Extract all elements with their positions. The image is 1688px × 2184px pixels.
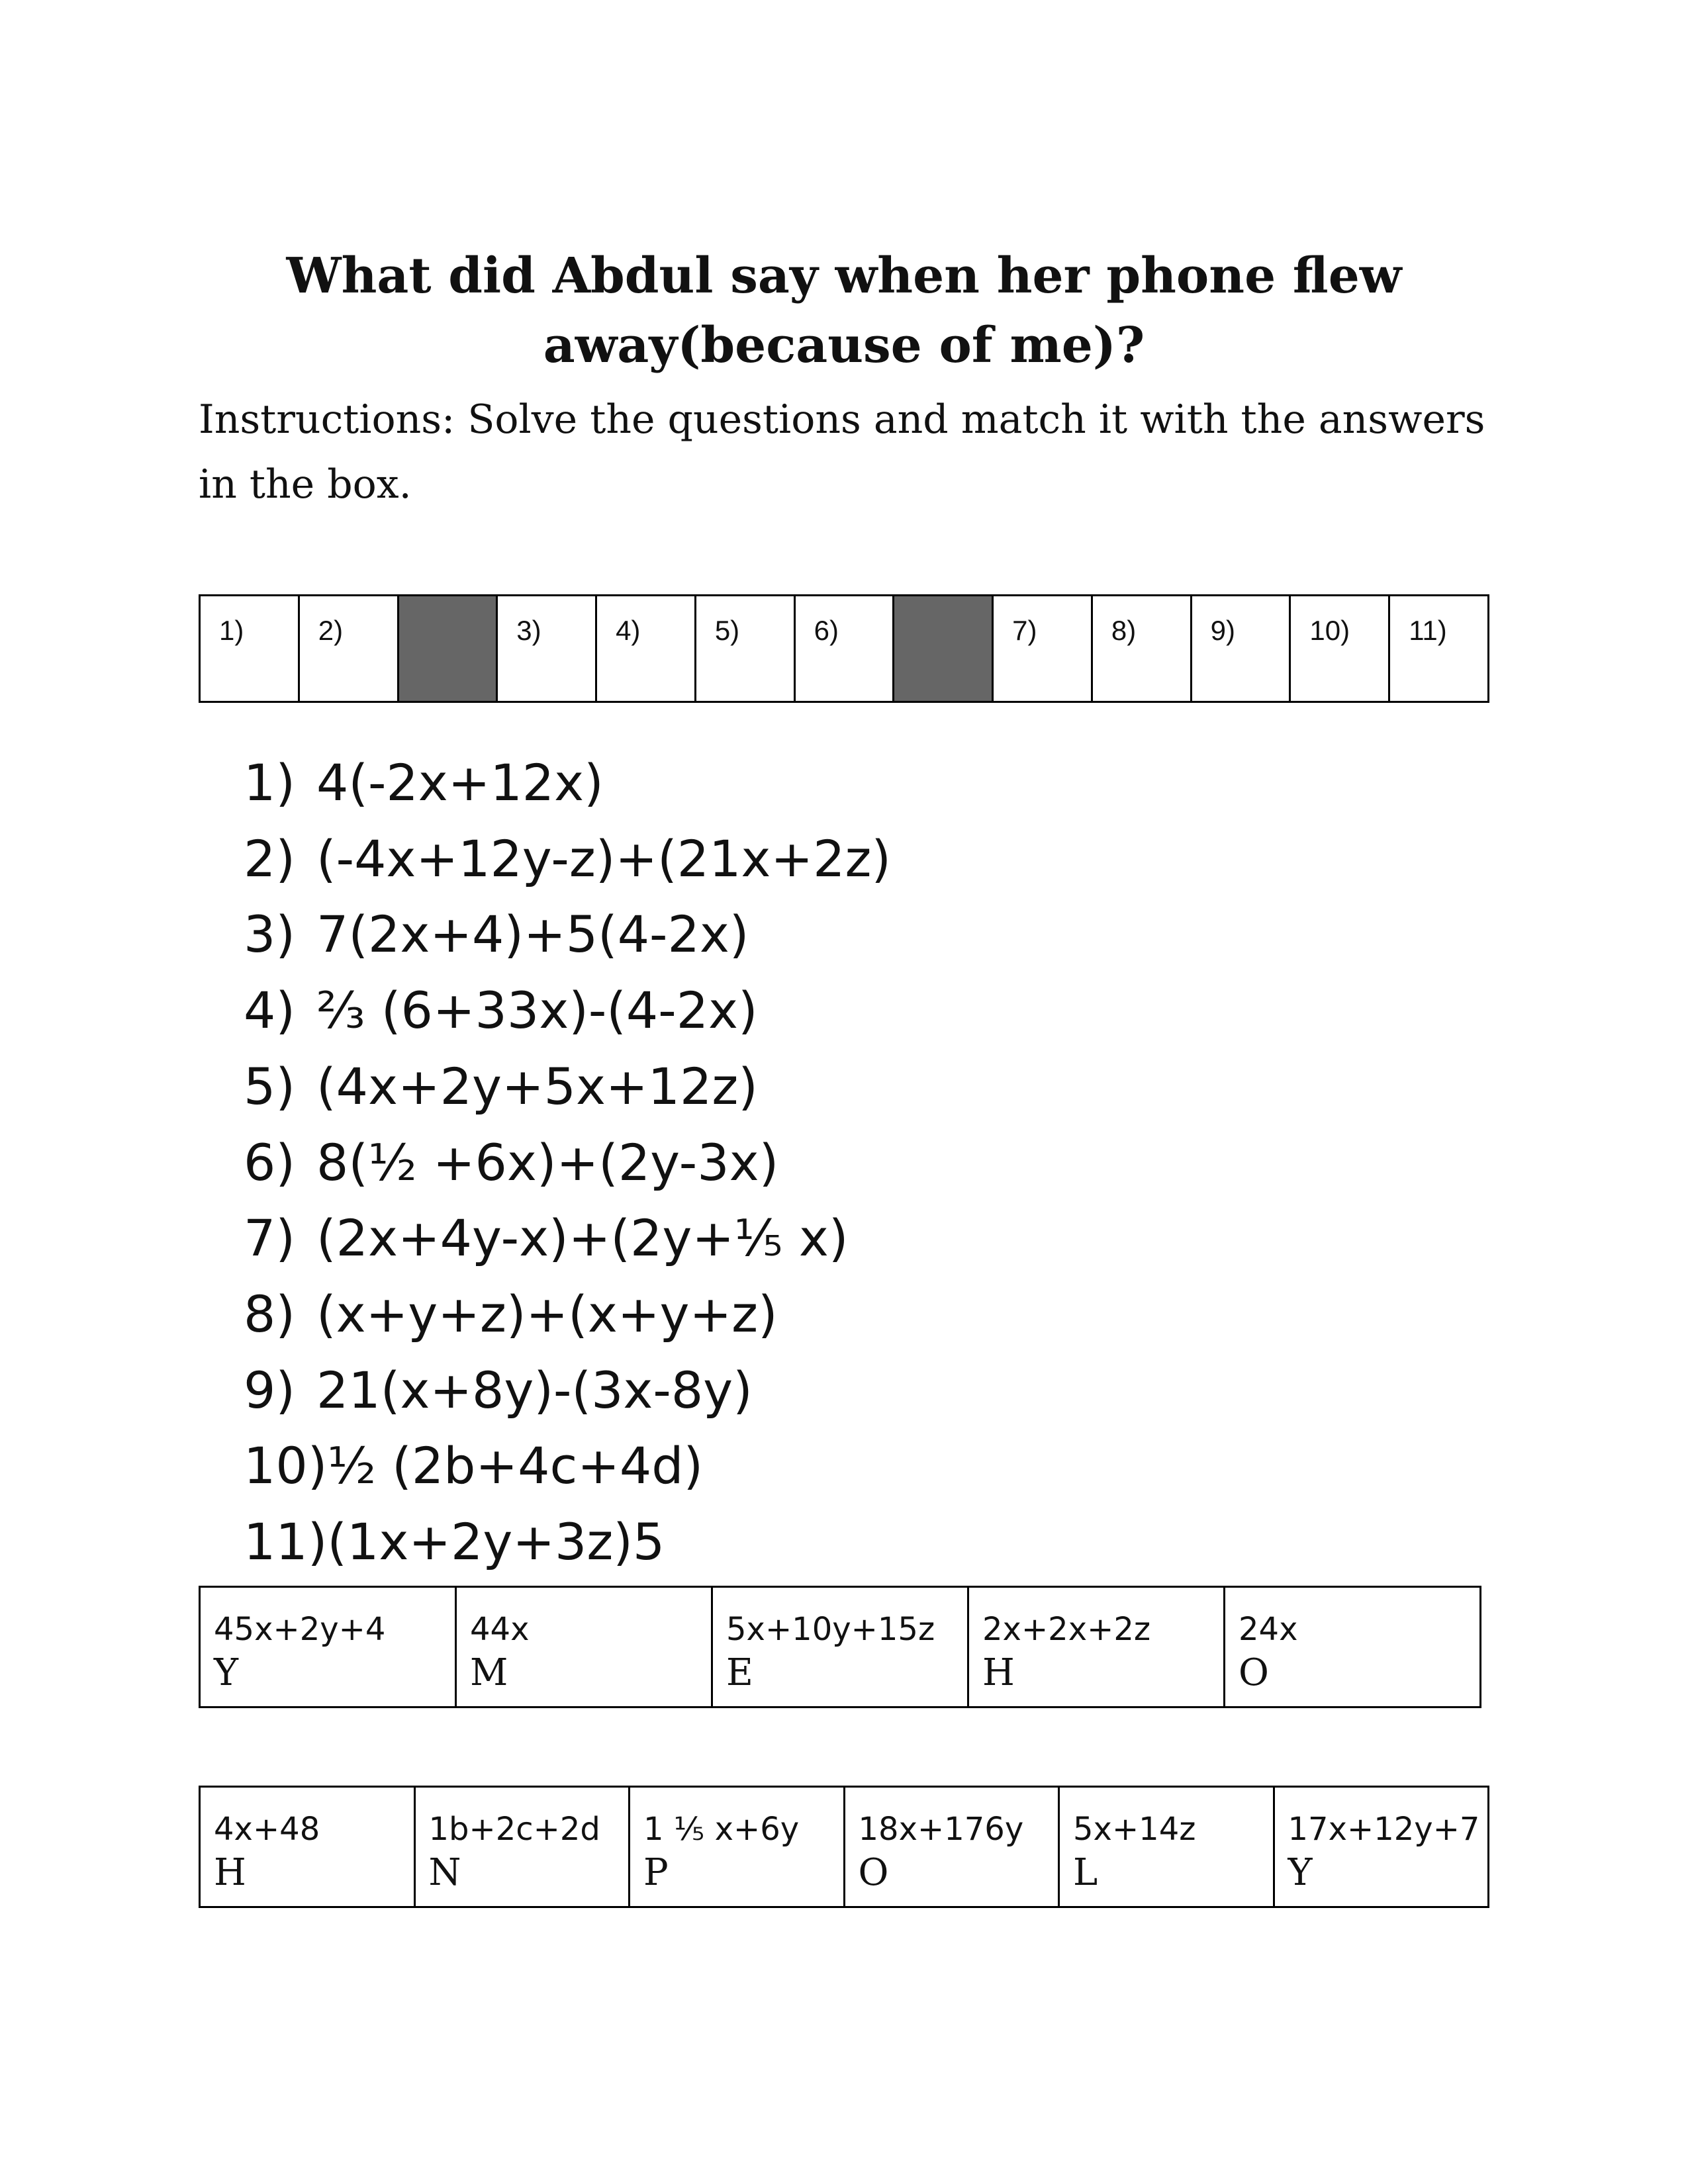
answer-cell-6[interactable]: 6) [794, 596, 894, 702]
key-letter: Y [1288, 1851, 1313, 1894]
question-item [244, 1277, 891, 1353]
page-title: What did Abdul say when her phone flew away(because of me)? [286, 248, 1402, 374]
question-number: 8) [244, 1284, 296, 1343]
key-letter: N [428, 1851, 461, 1894]
key-cell [200, 1787, 415, 1907]
instructions: Instructions: Solve the questions and match it with the answers in the box. [199, 396, 1485, 508]
key-value: 4x+48 [214, 1811, 320, 1848]
key-value: 5x+10y+15z [726, 1611, 935, 1648]
answer-grid [199, 594, 1489, 703]
key-cell [1274, 1787, 1489, 1907]
question-number: 1) [244, 753, 296, 812]
key-cell [968, 1587, 1225, 1707]
key-letter: Y [214, 1651, 238, 1694]
question-expression: (-4x+12y-z)+(21x+2z) [316, 829, 891, 888]
question-item [244, 821, 891, 897]
question-expression: ½ (2b+4c+4d) [327, 1436, 704, 1496]
key-value: 1 ⅕ x+6y [643, 1811, 800, 1848]
question-expression: (1x+2y+3z)5 [327, 1512, 665, 1572]
question-expression: (x+y+z)+(x+y+z) [316, 1284, 778, 1343]
key-letter: H [982, 1651, 1015, 1694]
key-value: 45x+2y+4 [214, 1611, 386, 1648]
word-gap-cell [894, 596, 993, 702]
answer-cell-7[interactable]: 7) [993, 596, 1092, 702]
key-letter: O [1239, 1651, 1269, 1694]
answer-cell-8[interactable]: 8) [1092, 596, 1191, 702]
question-item [244, 897, 891, 973]
question-number: 11) [244, 1512, 328, 1572]
answer-key-table-1 [199, 1586, 1481, 1708]
question-number: 3) [244, 905, 296, 964]
answer-cell-4[interactable]: 4) [596, 596, 696, 702]
answer-cell-5[interactable]: 5) [695, 596, 794, 702]
key-value: 17x+12y+7 [1288, 1811, 1480, 1848]
question-number: 4) [244, 981, 296, 1040]
key-cell [200, 1587, 456, 1707]
answer-cell-9[interactable]: 9) [1191, 596, 1290, 702]
key-cell [414, 1787, 630, 1907]
key-value: 18x+176y [858, 1811, 1024, 1848]
question-number: 2) [244, 829, 296, 888]
question-number: 6) [244, 1132, 296, 1192]
key-value: 1b+2c+2d [428, 1811, 600, 1848]
key-cell [1225, 1587, 1481, 1707]
key-value: 24x [1239, 1611, 1298, 1648]
key-letter: H [214, 1851, 246, 1894]
question-expression: (2x+4y-x)+(2y+⅕ x) [316, 1208, 849, 1268]
key-cell [844, 1787, 1059, 1907]
question-expression: (4x+2y+5x+12z) [316, 1056, 758, 1116]
question-expression: 7(2x+4)+5(4-2x) [316, 905, 749, 964]
question-item [244, 1504, 891, 1580]
question-number: 7) [244, 1208, 296, 1268]
answer-cell-10[interactable]: 10) [1290, 596, 1389, 702]
answer-cell-3[interactable]: 3) [497, 596, 596, 702]
question-expression: 8(½ +6x)+(2y-3x) [316, 1132, 779, 1192]
question-item [244, 1201, 891, 1277]
key-letter: O [858, 1851, 889, 1894]
question-number: 9) [244, 1360, 296, 1420]
question-item [244, 1125, 891, 1201]
key-cell [712, 1587, 968, 1707]
question-list [244, 745, 891, 1580]
key-cell [1059, 1787, 1274, 1907]
key-letter: M [470, 1651, 508, 1694]
answer-key-table-2 [199, 1786, 1489, 1908]
word-gap-cell [398, 596, 497, 702]
question-item [244, 1428, 891, 1504]
question-number: 10) [244, 1436, 328, 1496]
answer-cell-1[interactable]: 1) [200, 596, 299, 702]
question-number: 5) [244, 1056, 296, 1116]
answer-cell-2[interactable]: 2) [299, 596, 398, 702]
question-expression: 4(-2x+12x) [316, 753, 604, 812]
question-item [244, 973, 891, 1049]
question-item [244, 1049, 891, 1125]
question-expression: ⅔ (6+33x)-(4-2x) [316, 981, 758, 1040]
key-letter: L [1073, 1851, 1098, 1894]
key-value: 5x+14z [1073, 1811, 1196, 1848]
answer-cell-11[interactable]: 11) [1389, 596, 1489, 702]
key-letter: P [643, 1851, 669, 1894]
question-item [244, 1353, 891, 1429]
question-item [244, 745, 891, 821]
key-value: 2x+2x+2z [982, 1611, 1151, 1648]
key-letter: E [726, 1651, 753, 1694]
question-expression: 21(x+8y)-(3x-8y) [316, 1360, 753, 1420]
key-cell [456, 1587, 712, 1707]
key-cell [630, 1787, 845, 1907]
key-value: 44x [470, 1611, 530, 1648]
